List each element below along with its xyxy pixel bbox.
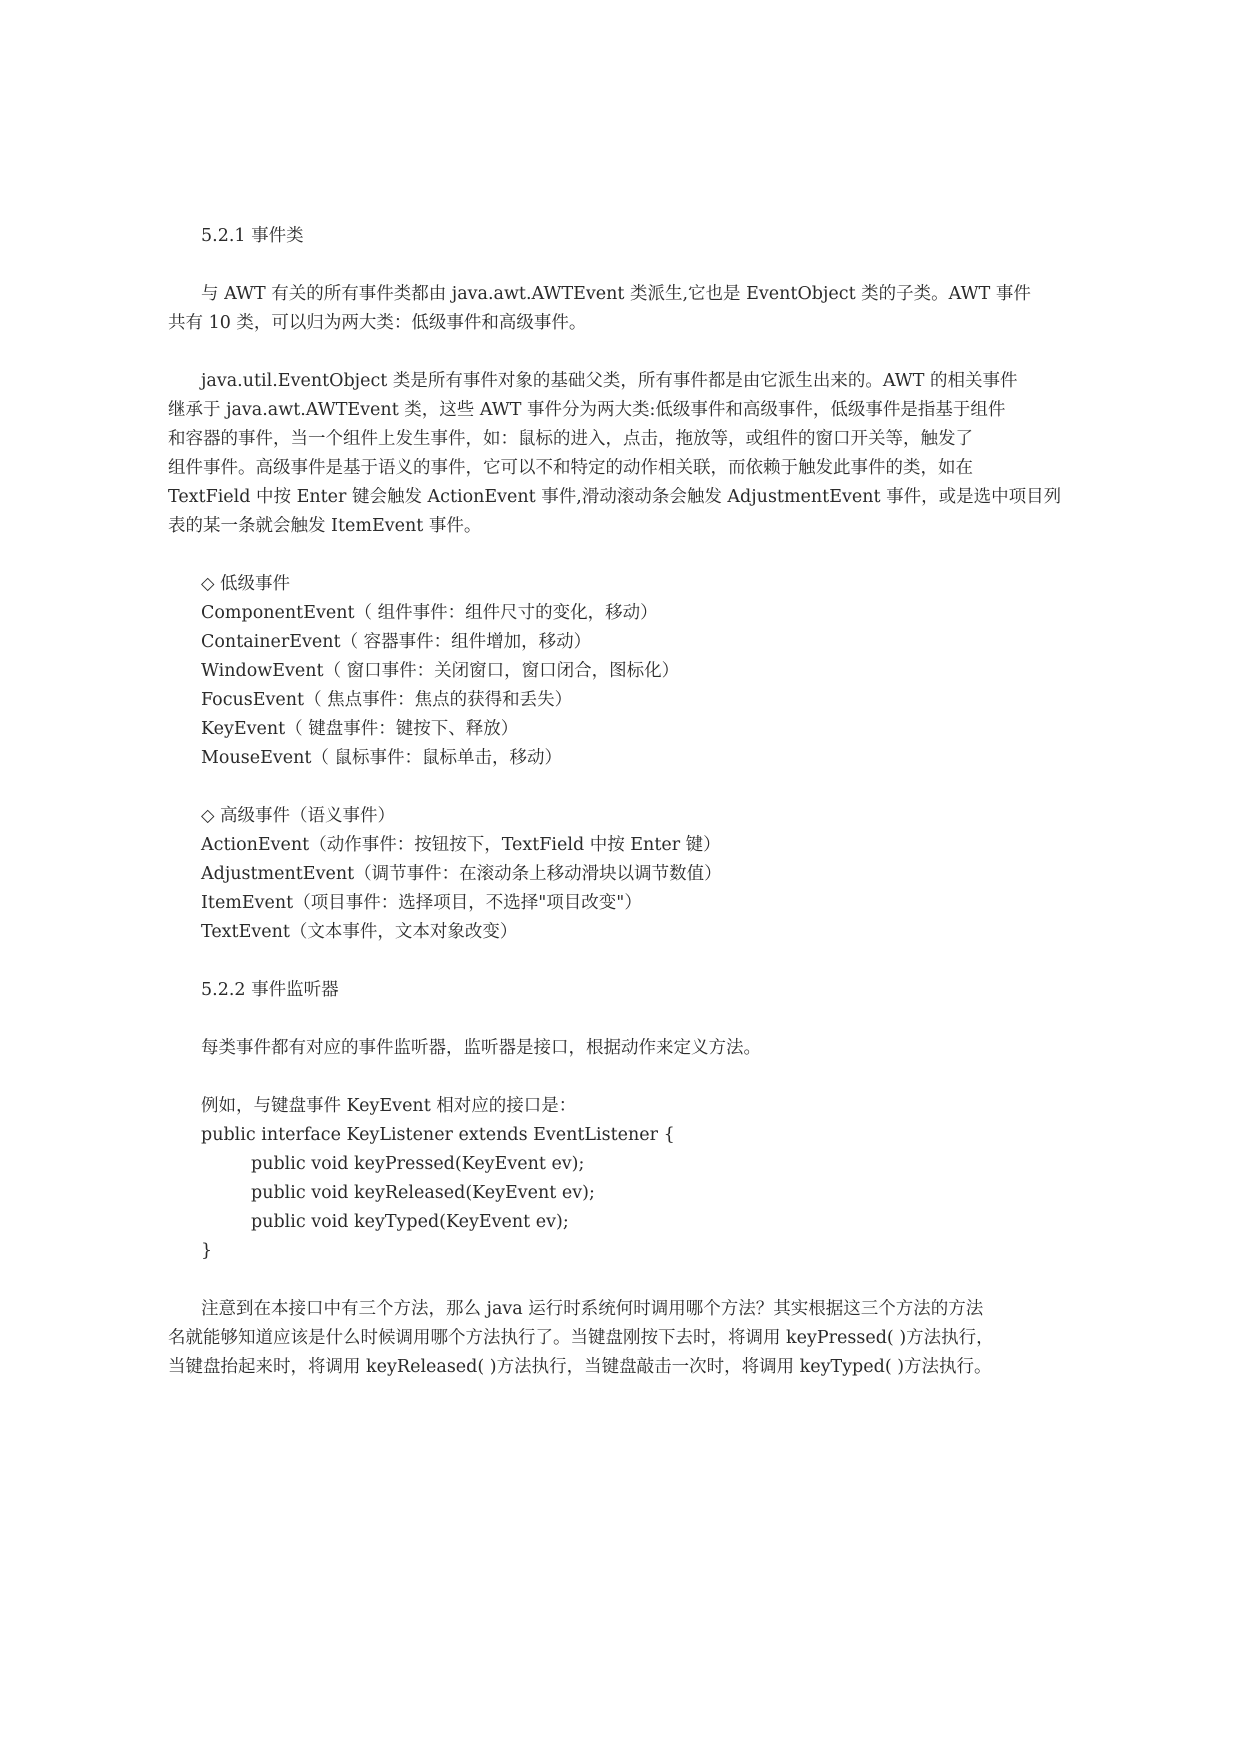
paragraph-2-line-5: TextField 中按 Enter 键会触发 ActionEvent 事件,滑动滚动条会触发 AdjustmentEvent 事件，或是选中项目列: [168, 487, 1062, 507]
high-level-events-title: ◇ 高级事件（语义事件）: [201, 806, 396, 826]
note-paragraph-line-1: 注意到在本接口中有三个方法，那么 java 运行时系统何时调用哪个方法？其实根据这三个方法的方法: [201, 1299, 984, 1319]
section-heading-5-2-2: 5.2.2 事件监听器: [201, 980, 339, 1000]
paragraph-1-line-1: 与 AWT 有关的所有事件类都由 java.awt.AWTEvent 类派生,它也是 EventObject 类的子类。AWT 事件: [201, 284, 1031, 304]
low-level-event-item: ComponentEvent（ 组件事件：组件尺寸的变化，移动）: [201, 603, 658, 623]
paragraph-2-line-4: 组件事件。高级事件是基于语义的事件，它可以不和特定的动作相关联，而依赖于触发此事件的类，如在: [168, 458, 973, 478]
paragraph-2-line-6: 表的某一条就会触发 ItemEvent 事件。: [168, 516, 482, 536]
low-level-event-item: KeyEvent（ 键盘事件：键按下、释放）: [201, 719, 519, 739]
example-intro: 例如，与键盘事件 KeyEvent 相对应的接口是：: [201, 1096, 577, 1116]
low-level-event-item: ContainerEvent（ 容器事件：组件增加，移动）: [201, 632, 592, 652]
paragraph-2-line-2: 继承于 java.awt.AWTEvent 类，这些 AWT 事件分为两大类:低级事件和高级事件，低级事件是指基于组件: [168, 400, 1006, 420]
code-method-line: public void keyTyped(KeyEvent ev);: [251, 1212, 569, 1232]
low-level-events-title: ◇ 低级事件: [201, 574, 291, 594]
listener-intro-paragraph: 每类事件都有对应的事件监听器，监听器是接口，根据动作来定义方法。: [201, 1038, 761, 1058]
code-closing-brace: }: [201, 1241, 213, 1261]
paragraph-2-line-3: 和容器的事件，当一个组件上发生事件，如：鼠标的进入，点击，拖放等，或组件的窗口开关等，触发了: [168, 429, 973, 449]
low-level-event-item: WindowEvent（ 窗口事件：关闭窗口，窗口闭合，图标化）: [201, 661, 680, 681]
high-level-event-item: TextEvent（文本事件，文本对象改变）: [201, 922, 518, 942]
code-method-line: public void keyPressed(KeyEvent ev);: [251, 1154, 585, 1174]
paragraph-2-line-1: java.util.EventObject 类是所有事件对象的基础父类，所有事件都是由它派生出来的。AWT 的相关事件: [201, 371, 1018, 391]
low-level-event-item: FocusEvent（ 焦点事件：焦点的获得和丢失）: [201, 690, 573, 710]
high-level-event-item: ActionEvent（动作事件：按钮按下，TextField 中按 Enter 键）: [201, 835, 721, 855]
note-paragraph-line-2: 名就能够知道应该是什么时候调用哪个方法执行了。当键盘刚按下去时，将调用 keyPressed( )方法执行，: [168, 1328, 994, 1348]
high-level-event-item: ItemEvent（项目事件：选择项目，不选择"项目改变"）: [201, 893, 642, 913]
section-heading-5-2-1: 5.2.1 事件类: [201, 226, 304, 246]
note-paragraph-line-3: 当键盘抬起来时，将调用 keyReleased( )方法执行，当键盘敲击一次时，将调用 keyTyped( )方法执行。: [168, 1357, 992, 1377]
code-interface-declaration: public interface KeyListener extends EventListener {: [201, 1125, 675, 1145]
code-method-line: public void keyReleased(KeyEvent ev);: [251, 1183, 595, 1203]
paragraph-1-line-2: 共有 10 类，可以归为两大类：低级事件和高级事件。: [168, 313, 587, 333]
high-level-event-item: AdjustmentEvent（调节事件：在滚动条上移动滑块以调节数值）: [201, 864, 722, 884]
low-level-event-item: MouseEvent（ 鼠标事件：鼠标单击，移动）: [201, 748, 562, 768]
